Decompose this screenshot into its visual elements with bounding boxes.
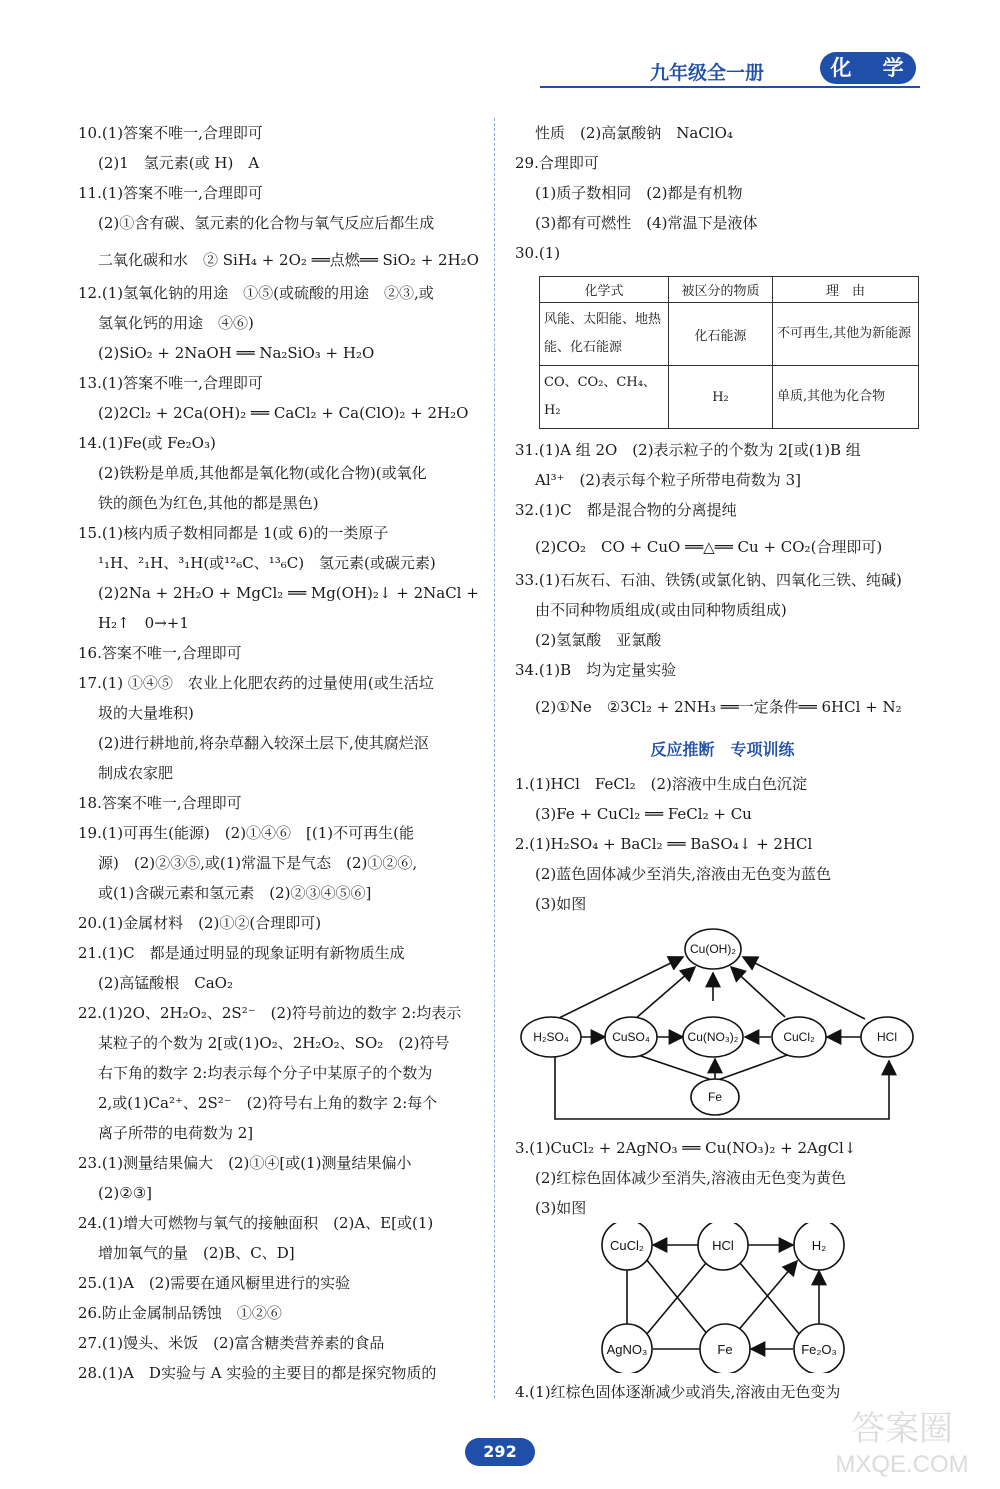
answer-line: 23.(1)测量结果偏大 (2)①④[或(1)测量结果偏小 [78, 1154, 412, 1172]
answer-line: (3)如图 [535, 895, 587, 913]
answer-line: (2)进行耕地前,将杂草翻入较深土层下,使其腐烂沤 [98, 734, 429, 752]
table-cell: 风能、太阳能、地热能、化石能源 [540, 303, 669, 366]
node-h2: H₂ [811, 1238, 827, 1253]
answer-line: 某粒子的个数为 2[或(1)O₂、2H₂O₂、SO₂ (2)符号 [98, 1034, 450, 1052]
answer-line: (1)质子数相同 (2)都是有机物 [535, 184, 743, 202]
answer-line: (2)铁粉是单质,其他都是氧化物(或化合物)(或氧化 [98, 464, 427, 482]
node-fe: Fe [707, 1090, 723, 1104]
answer-line: (3)Fe + CuCl₂ ══ FeCl₂ + Cu [535, 805, 752, 823]
table-header: 化学式 [540, 277, 669, 303]
answer-line: 12.(1)氢氧化钠的用途 ①⑤(或硫酸的用途 ②③,或 [78, 284, 434, 302]
left-column [78, 118, 483, 1388]
node-cuoh2: Cu(OH)₂ [690, 942, 736, 956]
node-agno3: AgNO₃ [606, 1342, 648, 1357]
answer-line: 4.(1)红棕色固体逐渐减少或消失,溶液由无色变为 [515, 1383, 841, 1401]
answer-line: 26.防止金属制品锈蚀 ①②⑥ [78, 1304, 282, 1322]
answer-line: (2)1 氢元素(或 H) A [98, 154, 260, 172]
answer-line: 增加氧气的量 (2)B、C、D] [98, 1244, 295, 1262]
answer-line: 29.合理即可 [515, 154, 599, 172]
answer-line: 二氧化碳和水 ② SiH₄ + 2O₂ ══点燃══ SiO₂ + 2H₂O [98, 251, 479, 269]
answer-line: (2)SiO₂ + 2NaOH ══ Na₂SiO₃ + H₂O [98, 344, 375, 362]
answer-line: 28.(1)A D实验与 A 实验的主要目的都是探究物质的 [78, 1364, 437, 1382]
answer-line: 右下角的数字 2:均表示每个分子中某原子的个数为 [98, 1064, 433, 1082]
answer-line: 34.(1)B 均为定量实验 [515, 661, 677, 679]
column-divider [494, 118, 496, 1398]
answer-line: 16.答案不唯一,合理即可 [78, 644, 242, 662]
answer-line: 2.(1)H₂SO₄ + BaCl₂ ══ BaSO₄↓ + 2HCl [515, 835, 813, 853]
right-column [515, 118, 930, 1407]
answer-line: Al³⁺ (2)表示每个粒子所带电荷数为 3] [535, 471, 801, 489]
answer-line: (2)氢氯酸 亚氯酸 [535, 631, 662, 649]
svg-text:答案圈: 答案圈 [851, 1410, 953, 1448]
answer-line: 10.(1)答案不唯一,合理即可 [78, 124, 263, 142]
header-divider [540, 86, 920, 88]
table-header: 被区分的物质 [669, 277, 773, 303]
answer-line: 11.(1)答案不唯一,合理即可 [78, 184, 263, 202]
watermark-logo [812, 1400, 992, 1480]
node-cucl2: CuCl₂ [610, 1238, 644, 1253]
node-cuno32: Cu(NO₃)₂ [687, 1030, 739, 1044]
answer-line: 32.(1)C 都是混合物的分离提纯 [515, 501, 737, 519]
answer-line: 18.答案不唯一,合理即可 [78, 794, 242, 812]
answer-line: 15.(1)核内质子数相同都是 1(或 6)的一类原子 [78, 524, 389, 542]
table-cell: 单质,其他为化合物 [773, 366, 919, 429]
answer-line: (2)2Cl₂ + 2Ca(OH)₂ ══ CaCl₂ + Ca(ClO)₂ + 2H₂O [98, 404, 469, 422]
answer-line: (2)高锰酸根 CaO₂ [98, 974, 233, 992]
answer-line: 圾的大量堆积) [98, 704, 194, 722]
answer-line: 氢氧化钙的用途 ④⑥) [98, 314, 254, 332]
answer-line: 17.(1) ①④⑤ 农业上化肥农药的过量使用(或生活垃 [78, 674, 434, 692]
answer-line: 2,或(1)Ca²⁺、2S²⁻ (2)符号右上角的数字 2:每个 [98, 1094, 438, 1112]
node-fe2o3: Fe₂O₃ [801, 1342, 837, 1357]
answer-line: (2)CO₂ CO + CuO ══△══ Cu + CO₂(合理即可) [535, 538, 883, 556]
answer-table [539, 276, 919, 429]
answer-line: 铁的颜色为红色,其他的都是黑色) [98, 494, 319, 512]
answer-line: 22.(1)2O、2H₂O₂、2S²⁻ (2)符号前边的数字 2:均表示 [78, 1004, 462, 1022]
node-cucl2: CuCl₂ [783, 1030, 815, 1044]
answer-line: (2)②③] [98, 1184, 152, 1202]
node-h2so4: H₂SO₄ [533, 1030, 569, 1044]
answer-line: 21.(1)C 都是通过明显的现象证明有新物质生成 [78, 944, 405, 962]
answer-line: (3)都有可燃性 (4)常温下是液体 [535, 214, 758, 232]
answer-line: 性质 (2)高氯酸钠 NaClO₄ [535, 124, 733, 142]
answer-line: 1.(1)HCl FeCl₂ (2)溶液中生成白色沉淀 [515, 775, 807, 793]
reaction-diagram-2 [515, 1223, 930, 1373]
answer-line: (3)如图 [535, 1199, 587, 1217]
answer-line: H₂↑ 0→+1 [98, 614, 189, 632]
answer-line: 27.(1)馒头、米饭 (2)富含糖类营养素的食品 [78, 1334, 385, 1352]
answer-line: 由不同种物质组成(或由同种物质组成) [535, 601, 787, 619]
answer-line: 20.(1)金属材料 (2)①②(合理即可) [78, 914, 322, 932]
node-hcl: HCl [712, 1238, 734, 1253]
answer-line: (2)蓝色固体减少至消失,溶液由无色变为蓝色 [535, 865, 832, 883]
answer-line: 33.(1)石灰石、石油、铁锈(或氯化钠、四氧化三铁、纯碱) [515, 571, 902, 589]
node-cuso4: CuSO₄ [612, 1030, 650, 1044]
table-row [540, 303, 919, 366]
subject-badge: 化 学 [820, 52, 916, 84]
answer-line: (2)①Ne ②3Cl₂ + 2NH₃ ══一定条件══ 6HCl + N₂ [535, 698, 902, 716]
answer-line: (2)①含有碳、氢元素的化合物与氧气反应后都生成 [98, 214, 435, 232]
node-hcl: HCl [877, 1030, 897, 1044]
table-cell: 化石能源 [669, 303, 773, 366]
answer-line: 25.(1)A (2)需要在通风橱里进行的实验 [78, 1274, 351, 1292]
answer-line: ¹₁H、²₁H、³₁H(或¹²₆C、¹³₆C) 氢元素(或碳元素) [98, 554, 436, 572]
answer-line: 30.(1) [515, 244, 561, 262]
answer-line: 制成农家肥 [98, 764, 174, 782]
answer-line: 离子所带的电荷数为 2] [98, 1124, 254, 1142]
node-fe: Fe [717, 1342, 733, 1357]
page-number: 292 [465, 1438, 535, 1466]
answer-line: 13.(1)答案不唯一,合理即可 [78, 374, 263, 392]
svg-text:MXQE.COM: MXQE.COM [835, 1451, 969, 1478]
table-cell: 不可再生,其他为新能源 [773, 303, 919, 366]
table-header: 理 由 [773, 277, 919, 303]
header-grade: 九年级全一册 [650, 62, 765, 84]
answer-line: (2)红棕色固体减少至消失,溶液由无色变为黄色 [535, 1169, 847, 1187]
answer-line: 14.(1)Fe(或 Fe₂O₃) [78, 434, 216, 452]
answer-line: 31.(1)A 组 2O (2)表示粒子的个数为 2[或(1)B 组 [515, 441, 861, 459]
section-title: 反应推断 专项训练 [650, 740, 795, 759]
answer-line: 源) (2)②③⑤,或(1)常温下是气态 (2)①②⑥, [98, 854, 418, 872]
table-cell: H₂ [669, 366, 773, 429]
answer-line: (2)2Na + 2H₂O + MgCl₂ ══ Mg(OH)₂↓ + 2NaCl + [98, 584, 479, 602]
answer-line: 或(1)含碳元素和氢元素 (2)②③④⑤⑥] [98, 884, 372, 902]
table-row [540, 366, 919, 429]
answer-line: 19.(1)可再生(能源) (2)①④⑥ [(1)不可再生(能 [78, 824, 415, 842]
table-cell: CO、CO₂、CH₄、H₂ [540, 366, 669, 429]
reaction-diagram-1 [515, 919, 930, 1129]
answer-line: 24.(1)增大可燃物与氧气的接触面积 (2)A、E[或(1) [78, 1214, 434, 1232]
answer-line: 3.(1)CuCl₂ + 2AgNO₃ ══ Cu(NO₃)₂ + 2AgCl↓ [515, 1139, 857, 1157]
